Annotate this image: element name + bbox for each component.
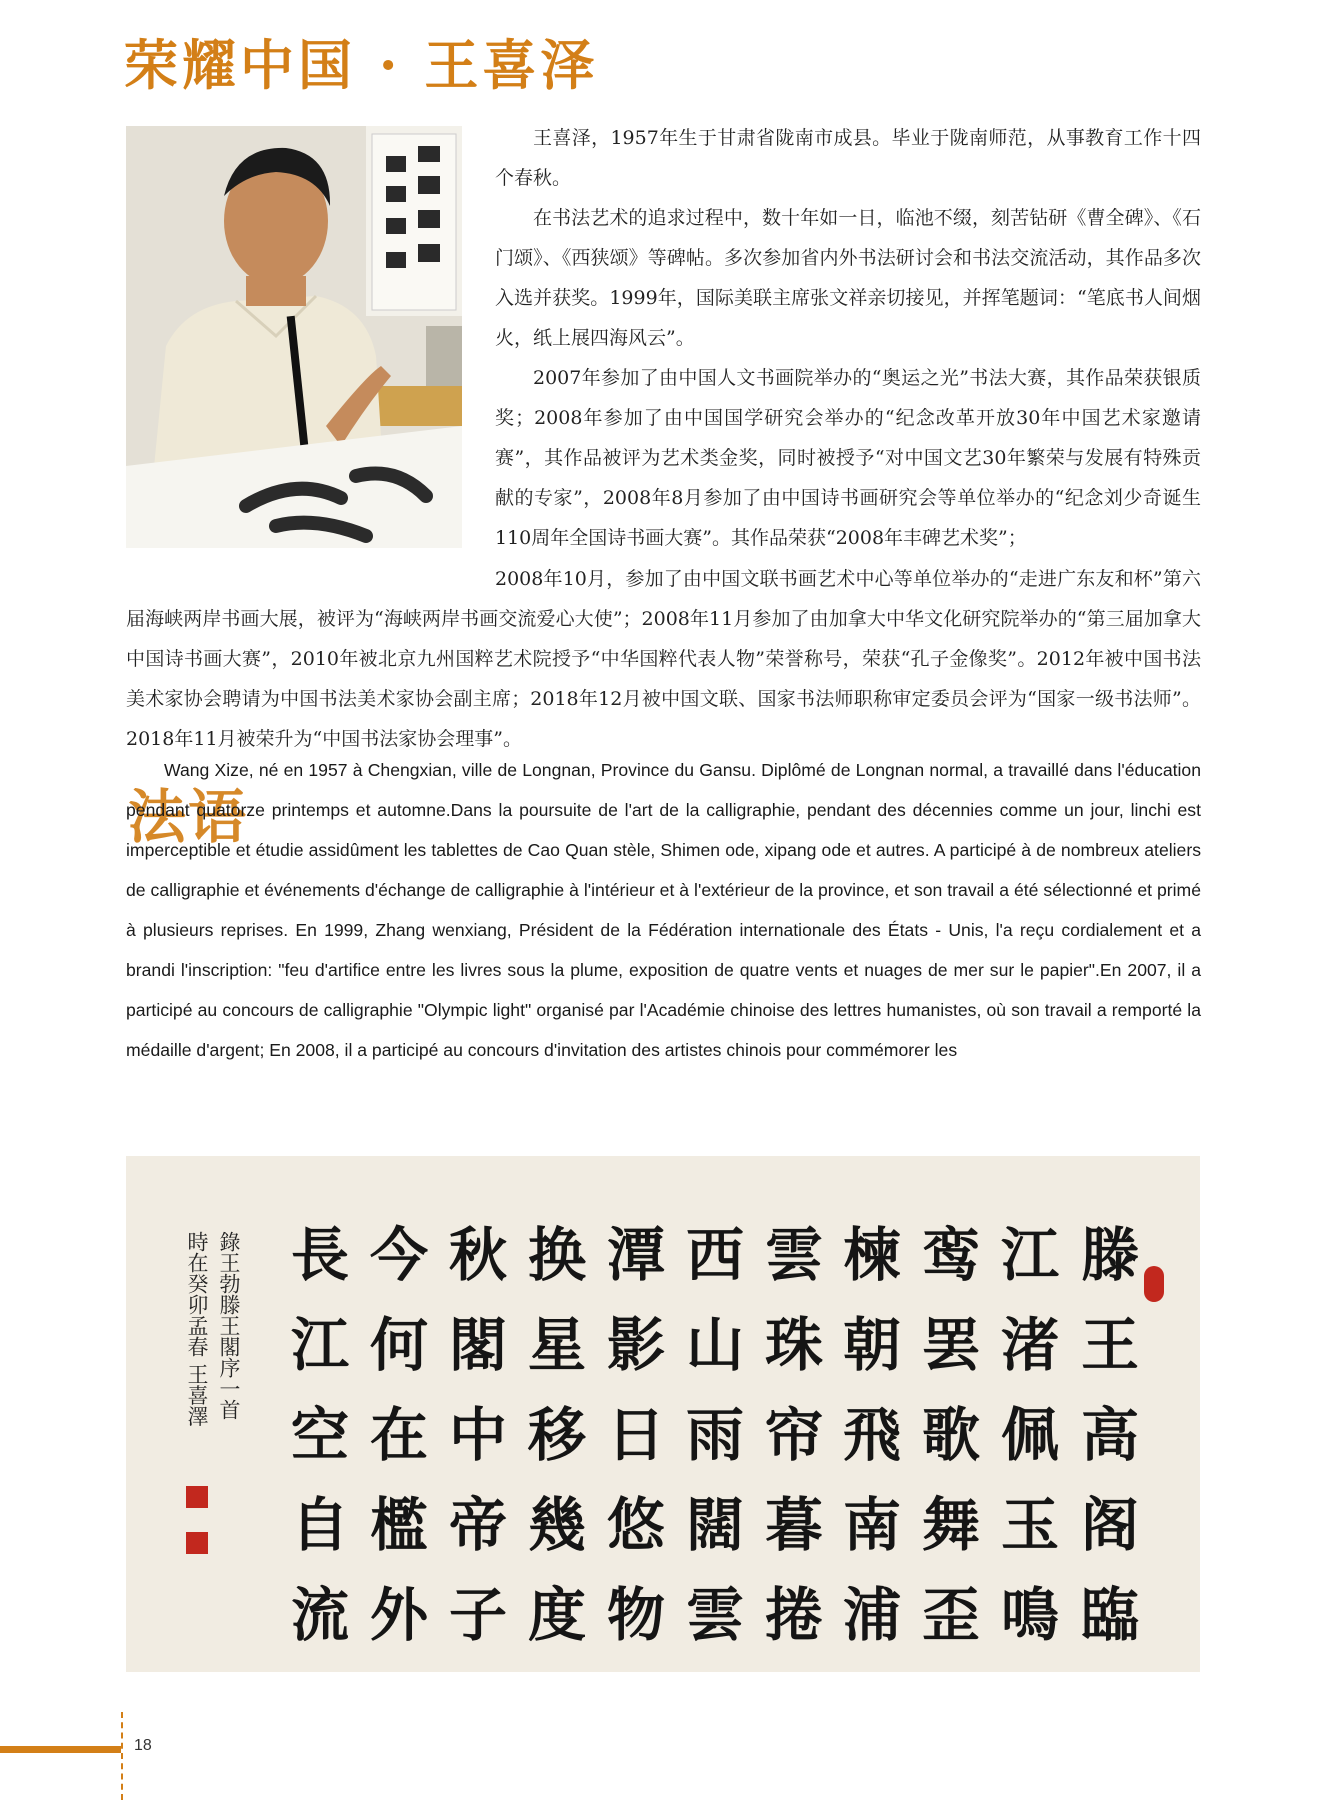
seal-stamp [186,1532,208,1554]
calligraphy-artwork [126,1156,1200,1672]
calligraphy-inscription: 時在癸卯孟春 王喜澤 [185,1231,209,1427]
biography-french: Wang Xize, né en 1957 à Chengxian, ville de Longnan, Province du Gansu. Diplômé de Longnan normal, a travaillé dans l'éducation pendant quatorze printemps et automne.Dans la poursuite de l'art de la calligraphie, pendant des décennies comme un jour, linchi est imperceptible et étudie assidûment les tablettes de Cao Quan stèle, Shimen ode, xipang ode et autres. A participé à de nombreux ateliers de calligraphie et événements d'échange de calligraphie à l'intérieur et à l'extérieur de la province, et son travail a été sélectionné et primé à plusieurs reprises. En 1999, Zhang wenxiang, Président de la Fédération internationale des États - Unis, l'a reçu cordialement et a brandi l'inscription: "feu d'artifice entre les livres sous la plume, exposition de quatre vents et nuages de mer sur le papier".En 2007, il a participé au concours de calligraphie "Olympic light" organisé par l'Académie chinoise des lettres humanistes, où son travail a remporté la médaille d'argent; En 2008, il a participé au concours d'invitation des artistes chinois pour commémorer les [126,760,1201,1060]
calligraphy-character: 潭 [606,1221,665,1289]
calligraphy-column [525,1210,589,1660]
calligraphy-character: 玉 [1000,1491,1059,1559]
footer-accent-line [0,1746,121,1753]
calligraphy-character: 雲 [764,1221,823,1289]
calligraphy-character: 南 [842,1491,901,1559]
calligraphy-character: 渚 [1000,1311,1059,1379]
calligraphy-character: 飛 [842,1401,901,1469]
calligraphy-column [683,1210,747,1660]
calligraphy-character: 閣 [448,1311,507,1379]
seal-stamp [186,1486,208,1508]
calligraphy-character: 流 [290,1581,349,1649]
seal-stamp [1144,1266,1164,1302]
calligraphy-character: 佩 [1000,1401,1059,1469]
calligraphy-character: 西 [685,1221,744,1289]
calligraphy-character: 江 [290,1311,349,1379]
calligraphy-character: 捲 [764,1581,823,1649]
calligraphy-character: 何 [369,1311,428,1379]
calligraphy-character: 帘 [764,1401,823,1469]
calligraphy-character: 檻 [369,1491,428,1559]
calligraphy-character: 暮 [764,1491,823,1559]
calligraphy-character: 雲 [685,1581,744,1649]
calligraphy-character: 自 [290,1491,349,1559]
calligraphy-character: 鳴 [1000,1581,1059,1649]
calligraphy-character: 阁 [1080,1491,1139,1559]
calligraphy-column [1078,1210,1142,1660]
bio-paragraph: 在书法艺术的追求过程中，数十年如一日，临池不缀，刻苦钻研《曹全碑》、《石门颂》、《西狭颂》等碑帖。多次参加省内外书法研讨会和书法交流活动，其作品多次入选并获奖。1999年，国际美联主席张文祥亲切接见，并挥笔题词：“笔底书人间烟火，纸上展四海风云”。 [495,207,1201,349]
calligraphy-character: 日 [606,1401,665,1469]
calligraphy-character: 闊 [685,1491,744,1559]
calligraphy-character: 長 [290,1221,349,1289]
calligraphy-character: 空 [290,1401,349,1469]
calligraphy-character: 外 [369,1581,428,1649]
calligraphy-column [604,1210,668,1660]
page-number: 18 [134,1737,152,1754]
calligraphy-character: 帝 [448,1491,507,1559]
calligraphy-character: 换 [527,1221,586,1289]
calligraphy-column [840,1210,904,1660]
page-title: 荣耀中国 · 王喜泽 [124,33,599,97]
footer-divider [121,1712,123,1800]
calligraphy-character: 幾 [527,1491,586,1559]
calligraphy-character: 移 [527,1401,586,1469]
calligraphy-character: 度 [527,1581,586,1649]
calligraphy-character: 楝 [842,1221,901,1289]
calligraphy-character: 子 [448,1581,507,1649]
artist-photo [126,126,462,548]
calligraphy-character: 高 [1080,1401,1139,1469]
calligraphy-character: 雨 [685,1401,744,1469]
calligraphy-character: 鸾 [921,1221,980,1289]
biography-zh-bottom [126,559,1201,759]
calligraphy-column [446,1210,510,1660]
calligraphy-column [288,1210,352,1660]
calligraphy-character: 舞 [921,1491,980,1559]
calligraphy-character: 朝 [842,1311,901,1379]
calligraphy-character: 悠 [606,1491,665,1559]
french-label-watermark: 法语 [128,783,249,851]
bio-paragraph: 2008年10月，参加了由中国文联书画艺术中心等单位举办的“走进广东友和杯”第六届海峡两岸书画大展，被评为“海峡两岸书画交流爱心大使”；2008年11月参加了由加拿大中华文化研究院举办的“第三届加拿大中国诗书画大赛”，2010年被北京九州国粹艺术院授予“中华国粹代表人物”荣誉称号，荣获“孔子金像奖”。2012年被中国书法美术家协会聘请为中国书法美术家协会副主席；2018年12月被中国文联、国家书法师职称审定委员会评为“国家一级书法师”。2018年11月被荣升为“中国书法家协会理事”。 [126,568,1201,750]
calligraphy-character: 滕 [1080,1221,1139,1289]
calligraphy-column [762,1210,826,1660]
bio-paragraph: 2007年参加了由中国人文书画院举办的“奥运之光”书法大赛，其作品荣获银质奖；2008年参加了由中国国学研究会举办的“纪念改革开放30年中国艺术家邀请赛”，其作品被评为艺术类金奖，同时被授予“对中国文艺30年繁荣与发展有特殊贡献的专家”，2008年8月参加了由中国诗书画研究会等单位举办的“纪念刘少奇诞生110周年全国诗书画大赛”。其作品荣获“2008年丰碑艺术奖”； [495,367,1201,549]
calligraphy-character: 物 [606,1581,665,1649]
artist-photo-illustration [126,126,462,548]
calligraphy-character: 山 [685,1311,744,1379]
calligraphy-character: 江 [1000,1221,1059,1289]
calligraphy-character: 影 [606,1311,665,1379]
calligraphy-character: 在 [369,1401,428,1469]
calligraphy-character: 今 [369,1221,428,1289]
calligraphy-character: 中 [448,1401,507,1469]
bio-paragraph: 王喜泽，1957年生于甘肃省陇南市成县。毕业于陇南师范，从事教育工作十四个春秋。 [495,127,1201,189]
calligraphy-character: 罢 [921,1311,980,1379]
calligraphy-character: 浦 [842,1581,901,1649]
calligraphy-inscription: 錄王勃滕王閣序一首 [217,1231,241,1420]
calligraphy-character: 歪 [921,1581,980,1649]
calligraphy-character: 王 [1080,1311,1139,1379]
calligraphy-character: 珠 [764,1311,823,1379]
calligraphy-character: 臨 [1080,1581,1139,1649]
calligraphy-character: 秋 [448,1221,507,1289]
calligraphy-column [998,1210,1062,1660]
calligraphy-character: 歌 [921,1401,980,1469]
calligraphy-column [367,1210,431,1660]
biography-zh-top [495,118,1201,558]
calligraphy-column [919,1210,983,1660]
calligraphy-character: 星 [527,1311,586,1379]
